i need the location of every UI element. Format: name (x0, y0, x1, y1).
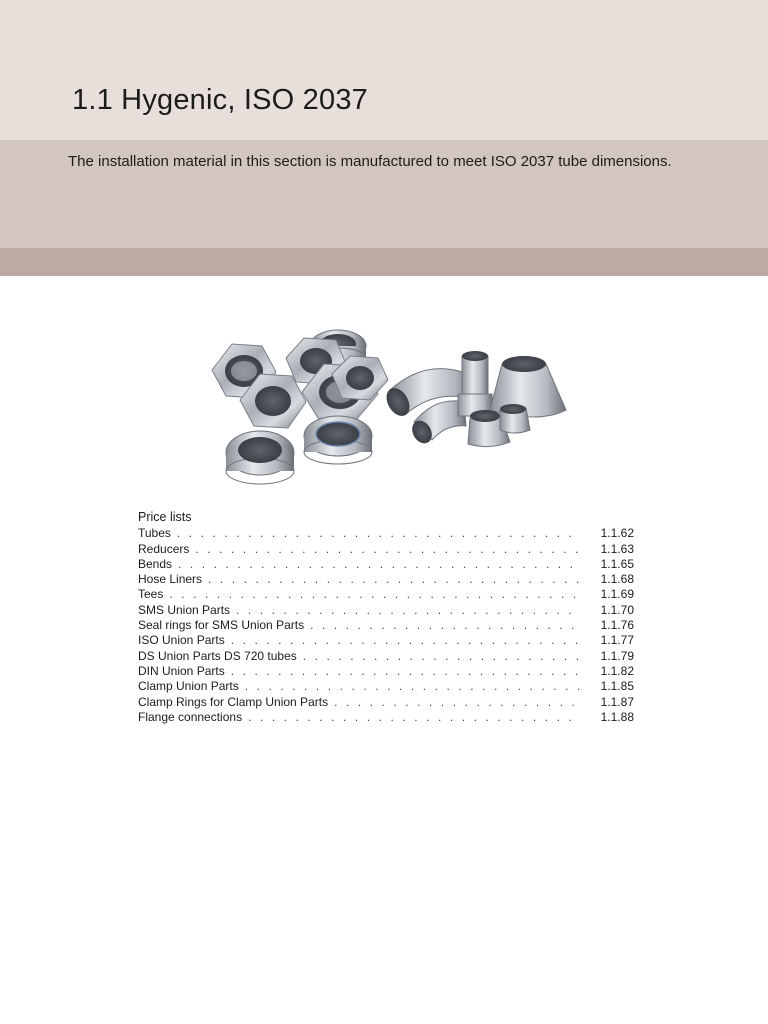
toc-page-number: 1.1.68 (600, 572, 634, 587)
toc-entry-clamp-union-parts[interactable] (138, 679, 634, 694)
union-ring-2 (226, 431, 294, 484)
toc-entry-iso-union-parts[interactable] (138, 633, 634, 648)
toc-label: DIN Union Parts (138, 663, 225, 678)
header-band-top (0, 0, 768, 140)
toc-entry-tees[interactable] (138, 587, 634, 602)
dot-leader (248, 710, 580, 725)
toc-page-number: 1.1.76 (600, 618, 634, 633)
union-ring-3 (304, 416, 372, 464)
toc-label: Bends (138, 556, 173, 571)
dot-leader (303, 649, 580, 664)
section-title: 1.1 Hygenic, ISO 2037 (72, 84, 368, 116)
dot-leader (231, 633, 580, 648)
toc-entry-clamp-rings[interactable] (138, 695, 634, 710)
toc-entry-reducers[interactable] (138, 542, 634, 557)
toc-label: Flange connections (138, 709, 243, 724)
reducer-small-2 (500, 404, 530, 433)
toc-page-number: 1.1.82 (600, 663, 634, 678)
toc-entry-seal-rings-sms[interactable] (138, 618, 634, 633)
price-lists-index (138, 510, 634, 725)
toc-entry-sms-union-parts[interactable] (138, 603, 634, 618)
price-lists-heading: Price lists (138, 510, 192, 524)
dot-leader (310, 618, 580, 633)
toc-page-number: 1.1.88 (600, 709, 634, 724)
dot-leader (177, 526, 580, 541)
dot-leader (178, 557, 580, 572)
section-intro: The installation material in this section is manufactured to meet ISO 2037 tube dimensions. (68, 153, 672, 170)
dot-leader (195, 542, 580, 557)
toc-entry-bends[interactable] (138, 557, 634, 572)
toc-label: Seal rings for SMS Union Parts (138, 618, 305, 633)
tee (458, 351, 492, 416)
toc-page-number: 1.1.87 (600, 694, 634, 709)
dot-leader (334, 695, 580, 710)
toc-entry-flange-connections[interactable] (138, 710, 634, 725)
toc-entry-tubes[interactable] (138, 526, 634, 541)
toc-label: Clamp Rings for Clamp Union Parts (138, 694, 329, 709)
dot-leader (245, 679, 580, 694)
toc-entry-hose-liners[interactable] (138, 572, 634, 587)
toc-page-number: 1.1.69 (600, 587, 634, 602)
toc-label: Tubes (138, 526, 171, 541)
toc-label: Hose Liners (138, 572, 203, 587)
header-band-bottom (0, 248, 768, 276)
toc-page-number: 1.1.70 (600, 602, 634, 617)
toc-label: SMS Union Parts (138, 602, 231, 617)
toc-label: ISO Union Parts (138, 633, 225, 648)
dot-leader (169, 587, 580, 602)
toc-entry-ds-union-parts[interactable] (138, 649, 634, 664)
fittings-illustration (200, 318, 580, 498)
toc-page-number: 1.1.63 (600, 541, 634, 556)
toc-page-number: 1.1.65 (600, 556, 634, 571)
toc-label: Tees (138, 587, 164, 602)
price-lists-entries (138, 526, 634, 725)
toc-page-number: 1.1.62 (600, 526, 634, 541)
dot-leader (236, 603, 580, 618)
dot-leader (208, 572, 580, 587)
toc-label: DS Union Parts DS 720 tubes (138, 648, 297, 663)
toc-label: Clamp Union Parts (138, 679, 239, 694)
toc-page-number: 1.1.85 (600, 679, 634, 694)
toc-page-number: 1.1.77 (600, 633, 634, 648)
toc-label: Reducers (138, 541, 190, 556)
stainless-steel-fittings-photo (200, 318, 580, 498)
dot-leader (231, 664, 580, 679)
bend-small (408, 401, 466, 447)
toc-entry-din-union-parts[interactable] (138, 664, 634, 679)
toc-page-number: 1.1.79 (600, 648, 634, 663)
